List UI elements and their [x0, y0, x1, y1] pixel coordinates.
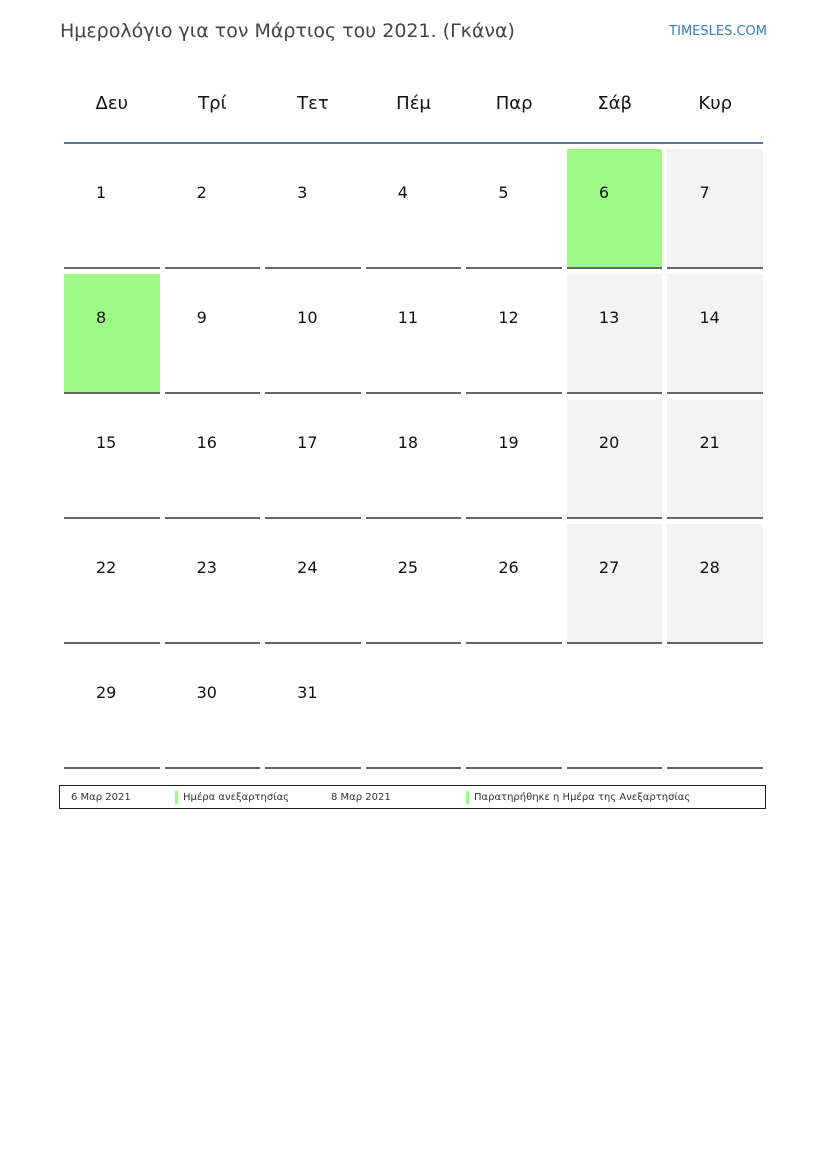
day-number: 16	[196, 433, 217, 452]
holiday-day-cell	[64, 274, 160, 394]
day-cell	[165, 149, 261, 269]
day-number: 15	[96, 433, 117, 452]
empty-day-cell	[366, 649, 462, 769]
day-cell	[265, 274, 361, 394]
day-cell	[265, 149, 361, 269]
weekday-label: Παρ	[495, 93, 533, 114]
weekend-day-cell	[667, 274, 763, 394]
day-number: 23	[196, 558, 217, 577]
weekday-header	[64, 82, 763, 144]
day-cell	[366, 524, 462, 644]
day-number: 8	[96, 308, 107, 327]
day-number: 5	[498, 183, 509, 202]
day-number: 27	[598, 558, 620, 577]
site-link[interactable]: TIMESLES.COM	[669, 24, 767, 39]
calendar-week	[64, 649, 763, 769]
day-number: 25	[397, 558, 419, 577]
day-cell	[466, 399, 562, 519]
day-number: 31	[297, 683, 318, 702]
page-title: Ημερολόγιο για τον Μάρτιος του 2021. (Γκάνα)	[60, 20, 515, 42]
weekday-label: Σάβ	[597, 93, 633, 114]
calendar-week	[64, 524, 763, 644]
day-cell	[165, 649, 261, 769]
calendar-week	[64, 399, 763, 519]
day-number: 4	[397, 183, 408, 202]
holiday-color-swatch	[466, 791, 469, 804]
day-number: 14	[699, 308, 720, 327]
day-cell	[265, 399, 361, 519]
day-cell	[366, 399, 462, 519]
day-number: 17	[297, 433, 318, 452]
legend-date: 6 Μαρ 2021	[71, 792, 131, 803]
legend-holiday-name: Παρατηρήθηκε η Ημέρα της Ανεξαρτησίας	[474, 792, 691, 803]
day-number: 22	[96, 558, 117, 577]
day-number: 26	[498, 558, 519, 577]
day-number: 18	[397, 433, 419, 452]
weekend-day-cell	[567, 399, 663, 519]
day-number: 6	[598, 183, 610, 202]
day-number: 13	[598, 308, 620, 327]
day-cell	[466, 274, 562, 394]
day-cell	[64, 149, 160, 269]
holiday-legend	[59, 785, 766, 809]
weekend-day-cell	[567, 524, 663, 644]
calendar-week	[64, 274, 763, 394]
weekday-label: Κυρ	[698, 93, 733, 114]
day-number: 11	[397, 308, 419, 327]
empty-day-cell	[667, 649, 763, 769]
day-number: 2	[196, 183, 207, 202]
day-number: 3	[297, 183, 308, 202]
holiday-day-cell	[567, 149, 663, 269]
day-cell	[265, 524, 361, 644]
weekend-day-cell	[667, 524, 763, 644]
day-number: 21	[699, 433, 720, 452]
day-number: 1	[96, 183, 107, 202]
day-number: 9	[196, 308, 207, 327]
weekday-label: Δευ	[95, 93, 129, 114]
weekend-day-cell	[567, 274, 663, 394]
calendar-grid	[64, 82, 763, 769]
day-cell	[64, 399, 160, 519]
empty-day-cell	[567, 649, 663, 769]
calendar-week	[64, 149, 763, 269]
weekend-day-cell	[667, 149, 763, 269]
day-number: 24	[297, 558, 318, 577]
day-cell	[64, 649, 160, 769]
day-cell	[165, 399, 261, 519]
day-number: 29	[96, 683, 117, 702]
day-number: 19	[498, 433, 519, 452]
legend-date: 8 Μαρ 2021	[331, 792, 391, 803]
empty-day-cell	[466, 649, 562, 769]
day-cell	[265, 649, 361, 769]
day-cell	[366, 274, 462, 394]
day-number: 28	[699, 558, 720, 577]
day-number: 12	[498, 308, 519, 327]
day-cell	[64, 524, 160, 644]
day-cell	[466, 149, 562, 269]
day-cell	[366, 149, 462, 269]
weekday-label: Τρί	[198, 93, 227, 114]
day-cell	[165, 274, 261, 394]
legend-holiday-name: Ημέρα ανεξαρτησίας	[183, 792, 290, 803]
day-cell	[165, 524, 261, 644]
day-number: 20	[598, 433, 620, 452]
weekday-label: Πέμ	[396, 93, 431, 114]
day-number: 30	[196, 683, 217, 702]
day-number: 7	[699, 183, 710, 202]
weekend-day-cell	[667, 399, 763, 519]
day-number: 10	[297, 308, 318, 327]
weekday-label: Τετ	[297, 93, 329, 114]
holiday-color-swatch	[175, 791, 178, 804]
day-cell	[466, 524, 562, 644]
